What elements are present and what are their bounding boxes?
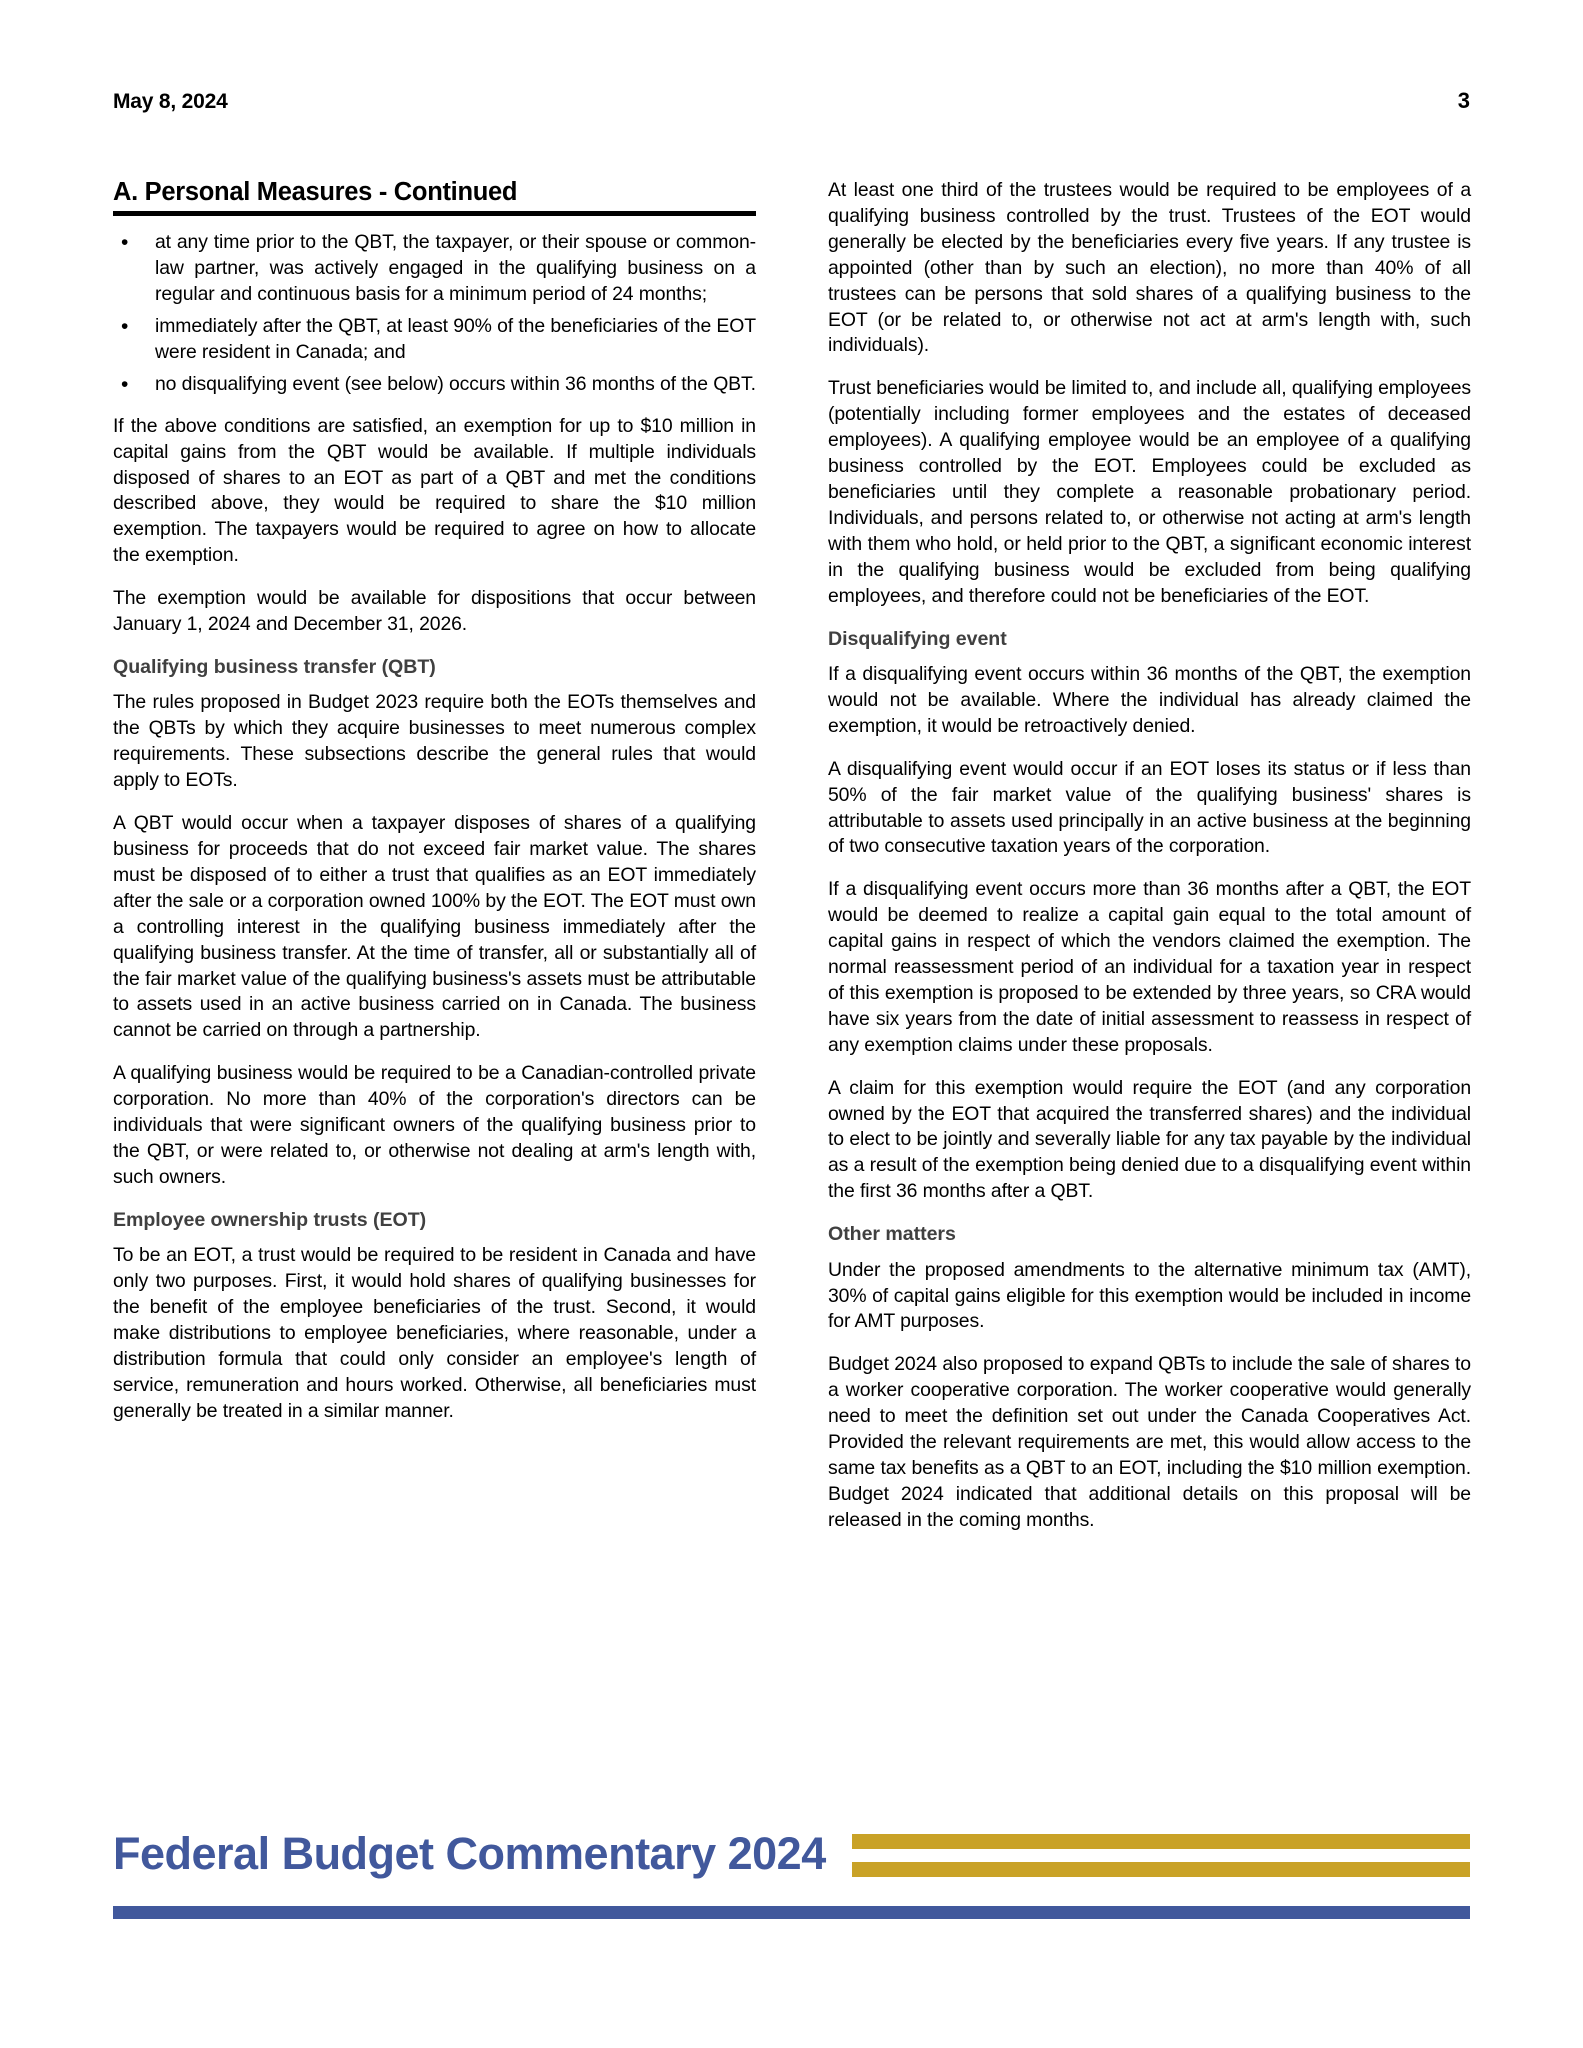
subheading-employee-ownership-trusts: Employee ownership trusts (EOT) xyxy=(113,1208,427,1231)
footer-brand-band xyxy=(113,1816,1470,1926)
paragraph-trust-beneficiaries: Trust beneficiaries would be limited to, and include all, qualifying employees (potentially including former employees and the estates of deceased employees). A qualifying employee would be an employee of a qualifying business controlled by the EOT. Employees could be excluded as beneficiaries until they complete a reasonable probationary period. Individuals, and persons related to, or otherwise not acting at arm's length with them who hold, or held prior to the QBT, a significant economic interest in the qualifying business would be excluded from being qualifying employees, and therefore could not be beneficiaries of the EOT. xyxy=(828,377,1471,607)
section-heading: A. Personal Measures - Continued xyxy=(113,178,518,206)
gold-bar-top xyxy=(852,1834,1470,1849)
paragraph-disqualifying-after-36-months: If a disqualifying event occurs more than 36 months after a QBT, the EOT would be deemed to realize a capital gain equal to the total amount of capital gains in respect of which the vendors claimed the exemption. The normal reassessment period of an individual for a taxation year in respect of this exemption is proposed to be extended by three years, so CRA would have six years from the date of initial assessment to reassess in respect of any exemption claims under these proposals. xyxy=(828,878,1471,1056)
subheading-disqualifying-event: Disqualifying event xyxy=(828,627,1007,650)
section-heading-rule xyxy=(113,211,756,216)
page-number: 3 xyxy=(1457,88,1470,113)
paragraph-joint-several-liability: A claim for this exemption would require the EOT (and any corporation owned by the EOT that acquired the transferred shares) and the individual to elect to be jointly and severally liable for any tax payable by the individual as a result of the exemption being denied due to a disqualifying event within the first 36 months after a QBT. xyxy=(828,1076,1471,1203)
paragraph-exemption-window: The exemption would be available for dispositions that occur between January 1, 2024 and December 31, 2026. xyxy=(113,587,756,636)
gold-bars-decoration xyxy=(852,1834,1470,1877)
right-column xyxy=(828,178,1471,1778)
paragraph-worker-cooperative: Budget 2024 also proposed to expand QBTs to include the sale of shares to a worker cooperative corporation. The worker cooperative would generally need to meet the definition set out under the Canada Cooperatives Act. Provided the relevant requirements are met, this would allow access to the same tax benefits as a QBT to an EOT, including the $10 million exemption. Budget 2024 indicated that additional details on this proposal will be released in the coming months. xyxy=(828,1353,1471,1531)
subheading-qualifying-business-transfer: Qualifying business transfer (QBT) xyxy=(113,656,436,678)
gold-bar-gap xyxy=(852,1849,1470,1862)
paragraph-budget-2023-rules: The rules proposed in Budget 2023 require both the EOTs themselves and the QBTs by which they acquire businesses to meet numerous complex requirements. These subsections describe the general rules that would apply to EOTs. xyxy=(113,691,756,792)
gold-bar-bottom xyxy=(852,1862,1470,1877)
paragraph-qbt-definition: A QBT would occur when a taxpayer disposes of shares of a qualifying business for proceeds that do not exceed fair market value. The shares must be disposed of to either a trust that qualifies as an EOT immediately after the sale or a corporation owned 100% by the EOT. The EOT must own a controlling interest in the qualifying business immediately after the qualifying business transfer. At the time of transfer, all or substantially all of the fair market value of the qualifying business's assets must be attributable to assets used in an active business carried on in Canada. The business cannot be carried on through a partnership. xyxy=(113,812,756,1042)
paragraph-disqualifying-definition: A disqualifying event would occur if an EOT loses its status or if less than 50% of the fair market value of the qualifying business' shares is attributable to assets used principally in an active business at the beginning of two consecutive taxation years of the corporation. xyxy=(828,757,1471,858)
footer-title-row xyxy=(113,1816,1470,1890)
two-column-body xyxy=(113,178,1470,1778)
left-column xyxy=(113,178,756,1778)
subheading-other-matters: Other matters xyxy=(828,1223,956,1246)
blue-rule-decoration xyxy=(113,1906,1470,1919)
paragraph-eot-requirements: To be an EOT, a trust would be required to be resident in Canada and have only two purposes. First, it would hold shares of qualifying businesses for the benefit of the employee beneficiaries of the trust. Second, it would make distributions to employee beneficiaries, where reasonable, under a distribution formula that could only consider an employee's length of service, remuneration and hours worked. Otherwise, all beneficiaries must generally be treated in a similar manner. xyxy=(113,1244,756,1422)
paragraph-qualifying-business-ccpc: A qualifying business would be required to be a Canadian-controlled private corporation. No more than 40% of the corporation's directors can be individuals that were significant owners of the qualifying business prior to the QBT, or were related to, or otherwise not dealing at arm's length with, such owners. xyxy=(113,1062,756,1188)
paragraph-amt-treatment: Under the proposed amendments to the alternative minimum tax (AMT), 30% of capital gains eligible for this exemption would be included in income for AMT purposes. xyxy=(828,1258,1471,1333)
header-date: May 8, 2024 xyxy=(113,90,228,113)
footer-title: Federal Budget Commentary 2024 xyxy=(113,1827,826,1879)
paragraph-disqualifying-within-36-months: If a disqualifying event occurs within 36 months of the QBT, the exemption would not be available. Where the individual has already claimed the exemption, it would be retroactively denied. xyxy=(828,662,1471,737)
paragraph-exemption-conditions: If the above conditions are satisfied, an exemption for up to $10 million in capital gains from the QBT would be available. If multiple individuals disposed of shares to an EOT as part of a QBT and met the conditions described above, they would be required to share the $10 million exemption. The taxpayers would be required to agree on how to allocate the exemption. xyxy=(113,414,756,567)
list-item: • immediately after the QBT, at least 90% of the beneficiaries of the EOT were resident in Canada; and xyxy=(113,314,756,366)
paragraph-trustee-requirements: At least one third of the trustees would be required to be employees of a qualifying business controlled by the trust. Trustees of the EOT would generally be elected by the beneficiaries every five years. If any trustee is appointed (other than by such an election), no more than 40% of all trustees can be persons that sold shares of a qualifying business to the EOT (or be related to, or otherwise not act at arm's length with, such individuals). xyxy=(828,179,1471,357)
list-item: • at any time prior to the QBT, the taxpayer, or their spouse or common-law partner, was actively engaged in the qualifying business on a regular and continuous basis for a minimum period of 24 months; xyxy=(113,230,756,308)
list-item: • no disqualifying event (see below) occurs within 36 months of the QBT. xyxy=(113,372,756,398)
running-head xyxy=(113,88,1470,114)
conditions-bullet-list xyxy=(113,230,756,397)
